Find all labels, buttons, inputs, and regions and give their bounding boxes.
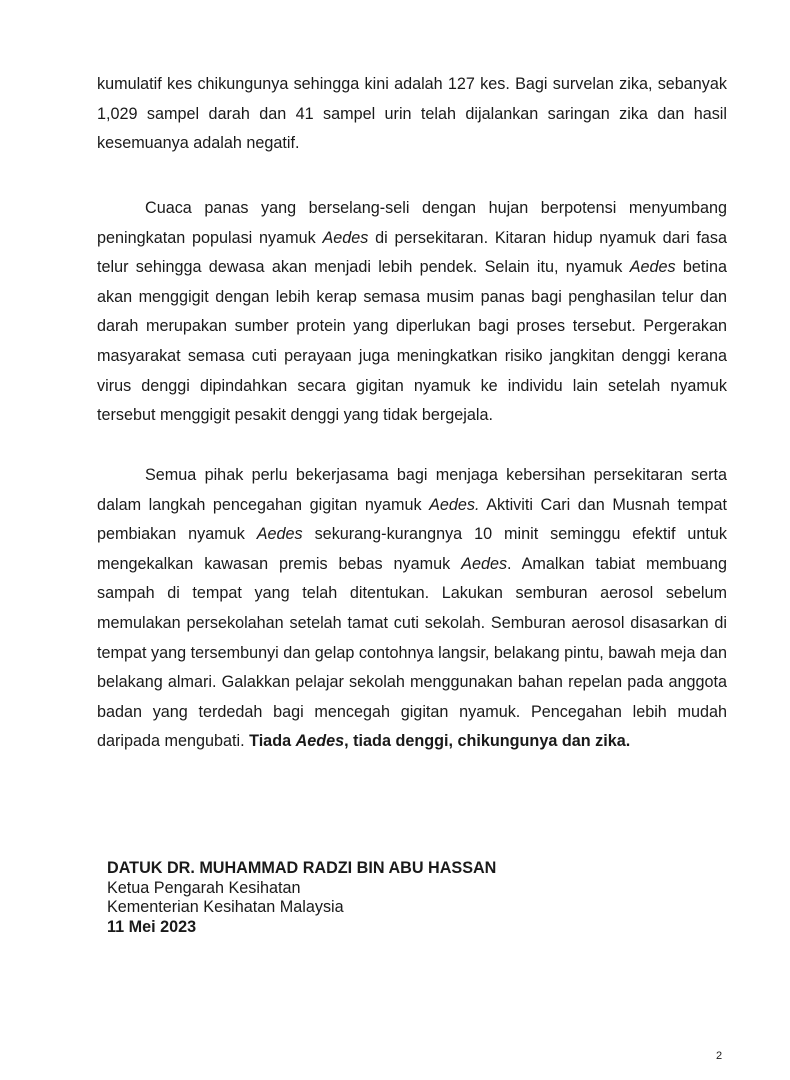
slogan-aedes-italic: Aedes	[295, 732, 345, 751]
text-run: di persekitaran. Kitaran hidup nyamuk dari fasa telur sehingga dewasa akan menjadi lebih pendek. Selain itu, nyamuk	[97, 228, 728, 277]
text-run: kumulatif kes chikungunya sehingga kini adalah 127 kes. Bagi survelan zika, sebanyak 1,029 sampel darah dan 41 sampel urin telah dijalankan saringan zika dan hasil kesemuanya adalah negatif.	[97, 75, 727, 153]
text-run: Semua pihak perlu bekerjasama bagi menjaga kebersihan persekitaran serta dalam langkah pencegahan gigitan nyamuk	[97, 466, 727, 514]
signatory-position: Ketua Pengarah Kesihatan	[107, 878, 301, 897]
paragraph-prevention	[97, 461, 727, 757]
document-date: 11 Mei 2023	[107, 917, 197, 936]
text-run: sekurang-kurangnya 10 minit seminggu efektif untuk mengekalkan kawasan premis bebas nyamuk	[97, 525, 727, 573]
slogan-part: Tiada	[249, 732, 296, 751]
text-run: betina akan menggigit dengan lebih kerap semasa musim panas bagi penghasilan telur dan darah merupakan sumber protein yang diperlukan bagi proses tersebut. Pergerakan masyarakat semasa cuti perayaan juga meningkatkan risiko jangkitan denggi kerana virus denggi dipindahkan secara gigitan nyamuk ke individu lain setelah nyamuk tersebut menggigit pesakit denggi yang tidak bergejala.	[97, 258, 727, 425]
aedes-italic: Aedes	[461, 554, 508, 573]
signatory-ministry: Kementerian Kesihatan Malaysia	[107, 898, 344, 916]
paragraph-weather-aedes	[97, 194, 727, 431]
paragraph-chikungunya-zika	[97, 70, 727, 159]
text-run: Cuaca panas yang berselang-seli dengan hujan berpotensi menyumbang peningkatan populasi nyamuk	[97, 199, 727, 247]
page-number: 2	[716, 1050, 723, 1062]
slogan-part: , tiada denggi, chikungunya dan zika.	[344, 732, 631, 751]
text-run: . Amalkan tabiat membuang sampah di tempat yang telah ditentukan. Lakukan semburan aerosol sebelum memulakan persekolahan setelah tamat cuti sekolah. Semburan aerosol disasarkan di tempat yang tersembunyi dan gelap contohnya langsir, belakang pintu, bawah meja dan belakang almari. Galakkan pelajar sekolah menggunakan bahan repelan pada anggota badan yang terdedah bagi mencegah gigitan nyamuk. Pencegahan lebih mudah daripada mengubati.	[97, 554, 727, 751]
slogan	[249, 732, 630, 750]
aedes-italic: Aedes.	[429, 495, 480, 514]
aedes-italic: Aedes	[322, 228, 369, 247]
aedes-italic: Aedes	[256, 525, 303, 544]
signature-block	[107, 859, 496, 937]
aedes-italic: Aedes	[629, 258, 676, 277]
text-run: Aktiviti Cari dan Musnah tempat pembiakan nyamuk	[97, 495, 727, 544]
signatory-name: DATUK DR. MUHAMMAD RADZI BIN ABU HASSAN	[107, 859, 497, 877]
